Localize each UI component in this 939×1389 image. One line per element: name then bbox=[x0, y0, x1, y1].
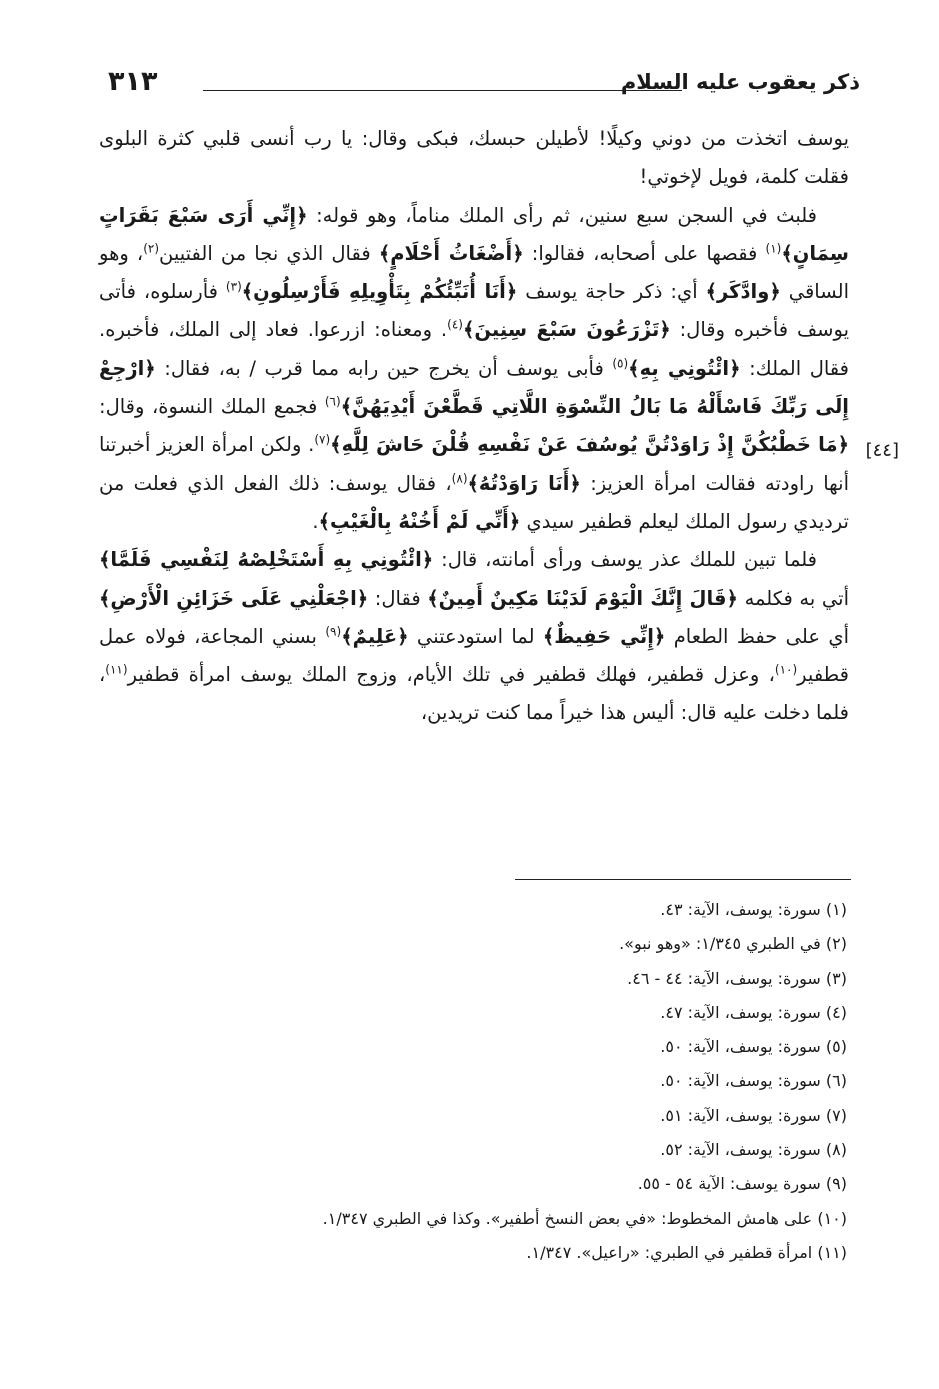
footnote-separator bbox=[515, 879, 851, 880]
footnote: (٥) سورة: يوسف، الآية: ٥٠. bbox=[660, 1037, 847, 1057]
footnote-marker: (٩) bbox=[325, 624, 342, 639]
quran-quote: ﴿أَنَا أُنَبِّئُكُمْ بِتَأْوِيلِهِ فَأَرْسِلُونِ﴾ bbox=[241, 280, 518, 304]
running-title: ذكر يعقوب عليه السلام bbox=[620, 70, 860, 94]
footnotes-list bbox=[97, 893, 847, 1270]
quran-quote: ﴿عَلِيمٌ﴾ bbox=[341, 624, 409, 648]
footnote: (٢) في الطبري ١/٣٤٥: «وهو نبو». bbox=[619, 934, 847, 954]
footnote-marker: (٧) bbox=[314, 432, 331, 447]
footnote: (١١) امرأة قطفير في الطبري: «راعيل». ١/٣٤٧. bbox=[526, 1242, 847, 1262]
paragraph-2: فلبث في السجن سبع سنين، ثم رأى الملك مناماً، وهو قوله: ﴿إِنِّي أَرَى سَبْعَ بَقَرَاتٍ سِمَانٍ﴾$^{(١)}$ فقصها على أصحابه، فقالوا: ﴿أَضْغَاثُ أَحْلَامٍ﴾ فقال الذي نجا من الفتيين$^{(٢)}$، وهو الساقي ﴿وادَّكَر﴾ أي: ذكر حاجة يوسف ﴿أَنَا أُنَبِّئُكُمْ بِتَأْوِيلِهِ فَأَرْسِلُونِ﴾$^{(٣)}$ فأرسلوه، فأتى يوسف فأخبره وقال: ﴿تَزْرَعُونَ سَبْعَ سِنِينَ﴾$^{(٤)}$. ومعناه: ازرعوا. فعاد إلى الملك، فأخبره. فقال الملك: ﴿ائْتُونِي بِهِ﴾$^{(٥)}$ فأبى يوسف أن يخرج حين رابه مما قرب / به، فقال: ﴿ارْجِعْ إِلَى رَبِّكَ فَاسْأَلْهُ مَا بَالُ النِّسْوَةِ اللَّاتِي قَطَّعْنَ أَيْدِيَهُنَّ﴾$^{(٦)}$ فجمع الملك النسوة، وقال: ﴿مَا خَطْبُكُنَّ إِذْ رَاوَدْتُنَّ يُوسُفَ عَنْ نَفْسِهِ قُلْنَ حَاشَ لِلَّهِ﴾$^{(٧)}$. ولكن امرأة العزيز أخبرتنا أنها راودته فقالت امرأة العزيز: ﴿أَنَا رَاوَدْتُهُ﴾$^{(٨)}$، فقال يوسف: ذلك الفعل الذي فعلت من ترديدي رسول الملك ليعلم قطفير سيدي ﴿أَنِّي لَمْ أَخُنْهُ بِالْغَيْبِ﴾. bbox=[99, 203, 850, 533]
quran-quote: ﴿اجْعَلْنِي عَلَى خَزَائِنِ الْأَرْضِ﴾ bbox=[99, 586, 369, 610]
footnote-marker: (٣) bbox=[225, 279, 242, 294]
header-rule bbox=[203, 90, 682, 91]
paragraph-1: يوسف اتخذت من دوني وكيلًا! لأطيلن حبسك، فبكى وقال: يا رب أنسى قلبي كثرة البلوى فقلت كلمة، فويل لإخوتي! bbox=[99, 127, 849, 189]
footnote-marker: (٤) bbox=[447, 317, 463, 332]
manuscript-folio-marker: [٤٤] bbox=[865, 440, 899, 461]
footnote: (٩) سورة يوسف: الآية ٥٤ - ٥٥. bbox=[637, 1174, 847, 1194]
footnote-marker: (٨) bbox=[451, 471, 468, 486]
quran-quote: ﴿وادَّكَر﴾ bbox=[705, 280, 781, 304]
quran-quote: ﴿تَزْرَعُونَ سَبْعَ سِنِينَ﴾ bbox=[462, 318, 671, 342]
page-header bbox=[108, 68, 860, 108]
footnote: (٣) سورة: يوسف، الآية: ٤٤ - ٤٦. bbox=[627, 968, 847, 988]
quran-quote: ﴿ائْتُونِي بِهِ أَسْتَخْلِصْهُ لِنَفْسِي فَلَمَّا﴾ bbox=[99, 548, 434, 572]
quran-quote: ﴿إِنِّي حَفِيظٌ﴾ bbox=[542, 624, 666, 648]
footnote: (٤) سورة: يوسف، الآية: ٤٧. bbox=[660, 1002, 847, 1022]
quran-quote: ﴿ائْتُونِي بِهِ﴾ bbox=[628, 356, 741, 380]
quran-quote: ﴿إِنِّي أَرَى سَبْعَ بَقَرَاتٍ سِمَانٍ﴾ bbox=[99, 203, 849, 265]
quran-quote: ﴿ارْجِعْ إِلَى رَبِّكَ فَاسْأَلْهُ مَا بَالُ النِّسْوَةِ اللَّاتِي قَطَّعْنَ أَيْدِيَهُنَّ﴾ bbox=[99, 356, 849, 419]
footnote: (١) سورة: يوسف، الآية: ٤٣. bbox=[660, 900, 847, 919]
quran-quote: ﴿أَنِّي لَمْ أَخُنْهُ بِالْغَيْبِ﴾ bbox=[318, 509, 521, 533]
paragraph-3: فلما تبين للملك عذر يوسف ورأى أمانته، قال: ﴿ائْتُونِي بِهِ أَسْتَخْلِصْهُ لِنَفْسِي فَلَمَّا﴾ أتي به فكلمه ﴿قَالَ إِنَّكَ الْيَوْمَ لَدَيْنَا مَكِينٌ أَمِينٌ﴾ فقال: ﴿اجْعَلْنِي عَلَى خَزَائِنِ الْأَرْضِ﴾ أي على حفظ الطعام ﴿إِنِّي حَفِيظٌ﴾ لما استودعتني ﴿عَلِيمٌ﴾$^{(٩)}$ بسني المجاعة، فولاه عمل قطفير$^{(١٠)}$، وعزل قطفير، فهلك قطفير في تلك الأيام، وزوج الملك يوسف امرأة قطفير$^{(١١)}$، فلما دخلت عليه قال: أليس هذا خيراً مما كنت تريدين، bbox=[99, 548, 850, 725]
footnote: (٦) سورة: يوسف، الآية: ٥٠. bbox=[660, 1071, 847, 1091]
footnote-marker: (١١) bbox=[105, 662, 128, 677]
footnote: (٧) سورة: يوسف، الآية: ٥١. bbox=[660, 1105, 847, 1125]
footnote-marker: (١) bbox=[765, 241, 782, 256]
page-number: ٣١٣ bbox=[108, 66, 158, 97]
footnote-marker: (٥) bbox=[612, 356, 629, 371]
quran-quote: ﴿قَالَ إِنَّكَ الْيَوْمَ لَدَيْنَا مَكِينٌ أَمِينٌ﴾ bbox=[427, 586, 738, 610]
footnote-marker: (٦) bbox=[324, 394, 341, 409]
quran-quote: ﴿أَنَا رَاوَدْتُهُ﴾ bbox=[467, 471, 581, 495]
main-text bbox=[99, 120, 849, 733]
footnote: (١٠) على هامش المخطوط: «في بعض النسخ أطفير». وكذا في الطبري ١/٣٤٧. bbox=[322, 1208, 847, 1228]
footnote-marker: (١٠) bbox=[774, 662, 798, 677]
quran-quote: ﴿مَا خَطْبُكُنَّ إِذْ رَاوَدْتُنَّ يُوسُفَ عَنْ نَفْسِهِ قُلْنَ حَاشَ لِلَّهِ﴾ bbox=[330, 433, 849, 457]
footnote-marker: (٢) bbox=[143, 241, 160, 256]
quran-quote: ﴿أَضْغَاثُ أَحْلَامٍ﴾ bbox=[378, 241, 524, 265]
footnote: (٨) سورة: يوسف، الآية: ٥٢. bbox=[660, 1140, 847, 1160]
